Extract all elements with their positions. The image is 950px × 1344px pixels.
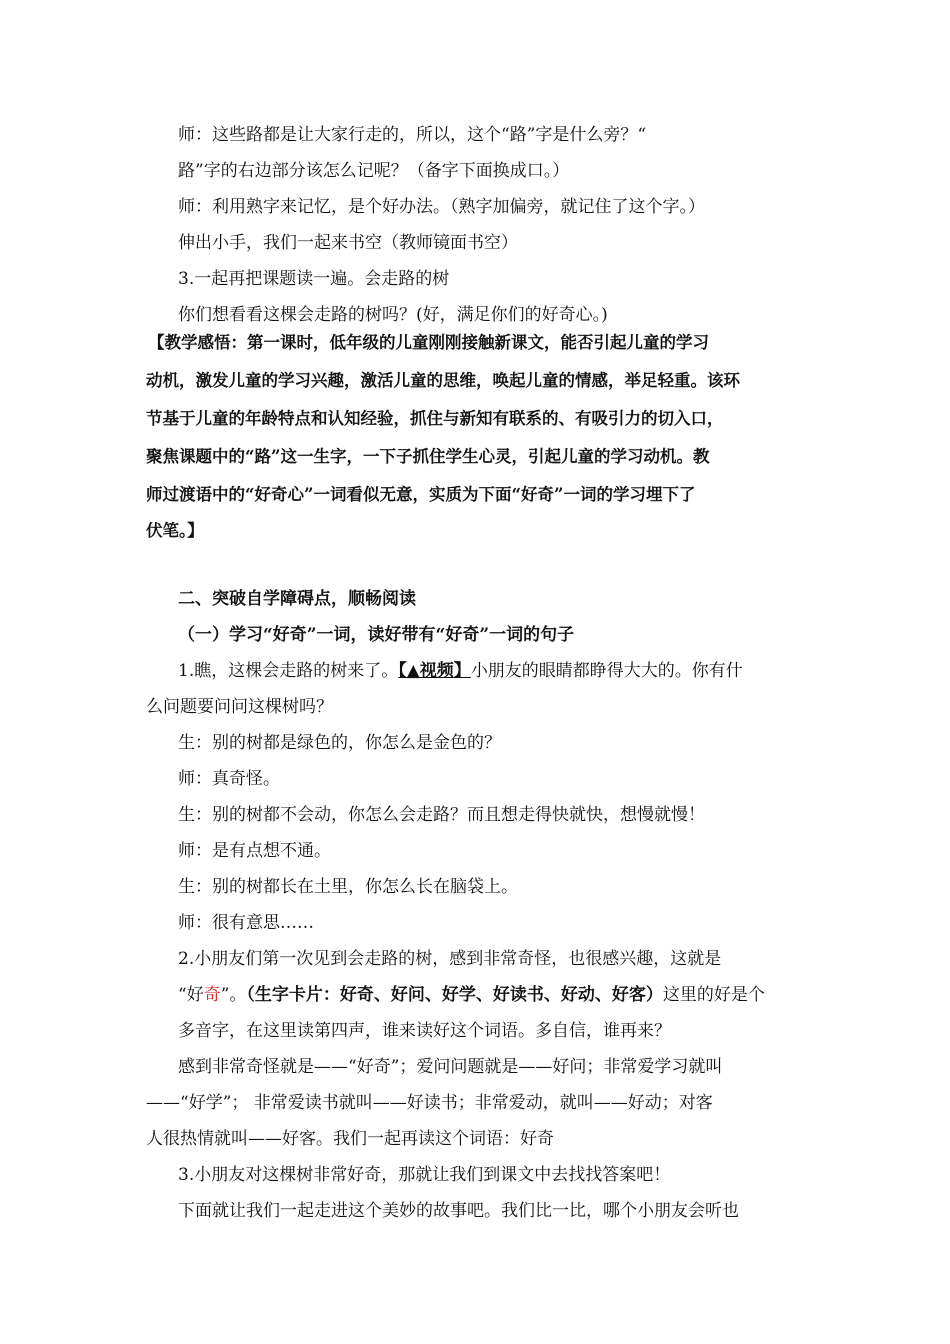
text-line: 师：这些路都是让大家行走的，所以，这个“路”字是什么旁？“: [178, 125, 647, 145]
text-line: 师：利用熟字来记忆，是个好办法。（熟字加偏旁，就记住了这个字。）: [178, 197, 705, 217]
reflection-line: 动机，激发儿童的学习兴趣，激活儿童的思维，唤起儿童的情感，举足轻重。该环: [146, 371, 740, 390]
paragraph-text: “好: [178, 985, 204, 1005]
dialogue-line: 生：别的树都不会动，你怎么会走路？而且想走得快就快，想慢就慢！: [178, 805, 705, 825]
text-line: 路”字的右边部分该怎么记呢？（备字下面换成口。）: [178, 161, 570, 181]
reflection-line: 聚焦课题中的“路”这一生字，一下子抓住学生心灵，引起儿童的学习动机。教: [146, 447, 710, 466]
dialogue-line: 师：很有意思……: [178, 913, 314, 933]
text-line: 2.小朋友们第一次见到会走路的树，感到非常奇怪，也很感兴趣，这就是: [178, 949, 722, 969]
dialogue-line: 生：别的树都长在土里，你怎么长在脑袋上。: [178, 877, 518, 897]
dialogue-line: 师：是有点想不通。: [178, 841, 331, 861]
text-line: 多音字，在这里读第四声，谁来读好这个词语。多自信，谁再来？: [178, 1021, 671, 1041]
dialogue-line: 生：别的树都是绿色的，你怎么是金色的？: [178, 733, 501, 753]
reflection-line: 【教学感悟：第一课时，低年级的儿童刚刚接触新课文，能否引起儿童的学习: [148, 333, 709, 352]
text-line: 3.一起再把课题读一遍。会走路的树: [178, 269, 450, 289]
text-line: [178, 984, 765, 1006]
word-cards: （生字卡片：好奇、好问、好学、好读书、好动、好客）: [246, 985, 663, 1005]
subsection-heading: （一）学习“好奇”一词，读好带有“好奇”一词的句子: [178, 625, 575, 645]
reflection-line: 伏笔。】: [146, 521, 204, 540]
paragraph-text: 1.瞧，这棵会走路的树来了。: [178, 661, 399, 681]
reflection-line: 节基于儿童的年龄特点和认知经验，抓住与新知有联系的、有吸引力的切入口，: [146, 409, 724, 428]
highlighted-character: 奇: [203, 985, 221, 1005]
text-line: 感到非常奇怪就是——“好奇”；爱问问题就是——好问；非常爱学习就叫: [178, 1057, 723, 1077]
text-line: 你们想看看这棵会走路的树吗？(好，满足你们的好奇心。): [178, 305, 608, 325]
text-line: 下面就让我们一起走进这个美妙的故事吧。我们比一比，哪个小朋友会听也: [178, 1201, 739, 1221]
text-line: 人很热情就叫——好客。我们一起再读这个词语：好奇: [146, 1129, 554, 1149]
text-line: ——“好学”； 非常爱读书就叫——好读书；非常爱动，就叫——好动；对客: [146, 1093, 713, 1113]
section-heading: 二、突破自学障碍点，顺畅阅读: [178, 589, 416, 609]
dialogue-line: 师：真奇怪。: [178, 769, 280, 789]
reflection-line: 师过渡语中的“好奇心”一词看似无意，实质为下面“好奇”一词的学习埋下了: [146, 485, 696, 504]
text-line: 么问题要问问这棵树吗？: [146, 697, 333, 717]
text-line: [178, 660, 743, 682]
text-line: 伸出小手，我们一起来书空（教师镜面书空）: [178, 233, 518, 253]
text-line: 3.小朋友对这棵树非常好奇，那就让我们到课文中去找找答案吧！: [178, 1165, 671, 1185]
video-marker[interactable]: 【▲视频】: [398, 661, 471, 681]
paragraph-text: ”。: [220, 985, 247, 1005]
paragraph-text: 小朋友的眼睛都睁得大大的。你有什: [470, 661, 743, 681]
paragraph-text: 这里的好是个: [662, 985, 765, 1005]
